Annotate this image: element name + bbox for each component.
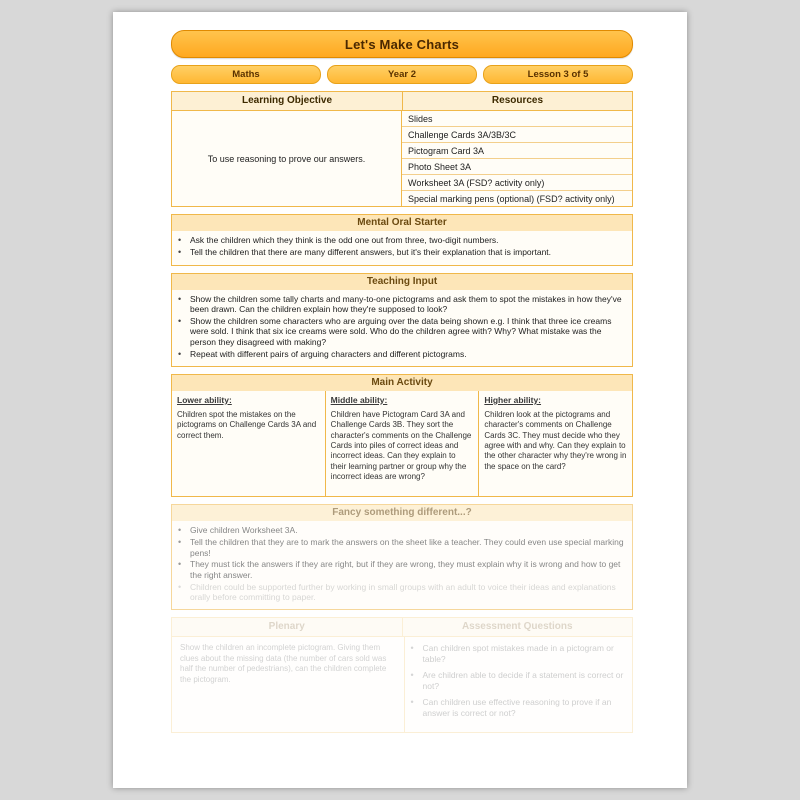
bullet-icon: •	[178, 559, 182, 570]
column-text: Children have Pictogram Card 3A and Challenge Cards 3B. They sort the character's comments on the Challenge Cards into piles of correct ideas and incorrect ideas. Can they explain to their learning partner or group why the incorrect ideas are wrong?	[330, 409, 472, 482]
list-item: • Show the children some tally charts and many-to-one pictograms and ask them to spot the mistakes in how they've been drawn. Can the children explain how they're supposed to look?	[178, 293, 622, 315]
list-item: • Ask the children which they think is the odd one out from three, two-digit numbers.	[178, 235, 499, 245]
column-label: Lower ability:	[177, 394, 232, 405]
list-item: Special marking pens (optional) (FSD? activity only)	[408, 193, 615, 204]
main-activity-heading: Main Activity	[171, 374, 633, 391]
list-item: • Can children spot mistakes made in a pictogram or table?	[410, 642, 614, 664]
assessment-questions-list	[405, 637, 633, 732]
bullet-icon: •	[178, 293, 182, 304]
bullet-icon: •	[178, 315, 182, 326]
objective-resources-body	[171, 111, 633, 207]
main-activity-column-lower	[172, 391, 326, 496]
bullet-icon: •	[178, 235, 182, 245]
plenary-text: Show the children an incomplete pictogram. Giving them clues about the missing data (the number of cars sold was half the number of pedestrians), can the children complete the pictogram.	[172, 637, 405, 732]
bullet-icon: •	[178, 348, 182, 359]
mental-oral-starter-heading: Mental Oral Starter	[171, 214, 633, 231]
plenary-assessment-headers	[171, 617, 633, 637]
bullet-icon: •	[178, 537, 182, 548]
main-activity-column-middle	[326, 391, 480, 496]
fancy-something-different-body	[171, 521, 633, 610]
resources-heading: Resources	[491, 95, 544, 106]
list-item: Challenge Cards 3A/3B/3C	[402, 127, 632, 143]
column-label: Higher ability:	[484, 394, 542, 405]
column-text: Children spot the mistakes on the pictograms on Challenge Cards 3A and correct them.	[177, 409, 317, 440]
assessment-questions-heading: Assessment Questions	[461, 620, 573, 632]
bullet-icon: •	[178, 581, 182, 592]
learning-objective-text: To use reasoning to prove our answers.	[172, 111, 402, 206]
main-activity-section	[171, 374, 633, 497]
bullet-icon: •	[410, 642, 414, 653]
lesson-plan-sheet	[171, 30, 633, 718]
fancy-something-different-section	[171, 504, 633, 610]
plenary-assessment-section	[171, 617, 633, 733]
list-item: Photo Sheet 3A	[402, 159, 632, 175]
subject-pill: Maths	[171, 65, 321, 84]
fancy-something-different-heading: Fancy something different...?	[171, 504, 633, 521]
teaching-input-heading: Teaching Input	[171, 273, 633, 290]
teaching-input-section	[171, 273, 633, 367]
objective-resources-headers	[171, 91, 633, 111]
list-item: • Repeat with different pairs of arguing characters and different pictograms.	[178, 348, 467, 359]
learning-objective-heading: Learning Objective	[172, 92, 403, 110]
objective-resources-section	[171, 91, 633, 207]
page-title: Let's Make Charts	[171, 30, 633, 58]
mental-oral-starter-body	[171, 231, 633, 266]
list-item: • Tell the children that there are many different answers, but it's their explanation that is important.	[178, 247, 552, 258]
list-item: • Tell the children that they are to mark the answers on the sheet like a teacher. They could even use special marking pens!	[178, 537, 624, 558]
main-activity-column-higher	[479, 391, 632, 496]
document-page	[113, 12, 687, 788]
main-activity-body	[171, 391, 633, 497]
column-text: Children look at the pictograms and character's comments on Challenge Cards 3C. They must decide who they agree with and why. Can they explain to the other character why they're wrong in the space on the card?	[484, 409, 627, 471]
list-item: • Give children Worksheet 3A.	[178, 524, 298, 535]
lesson-pill: Lesson 3 of 5	[483, 65, 633, 84]
meta-pill-row	[171, 65, 633, 84]
list-item: • They must tick the answers if they are right, but if they are wrong, they must explain why it is wrong and how to get the right answer.	[178, 559, 621, 580]
list-item: • Are children able to decide if a statement is correct or not?	[410, 670, 624, 691]
teaching-input-body	[171, 290, 633, 367]
list-item: Slides	[402, 111, 632, 127]
resources-list	[402, 111, 632, 206]
plenary-heading: Plenary	[172, 618, 403, 636]
plenary-assessment-body	[171, 637, 633, 733]
mental-oral-starter-section	[171, 214, 633, 266]
list-item: Worksheet 3A (FSD? activity only)	[402, 175, 632, 191]
column-label: Middle ability:	[330, 394, 388, 405]
year-pill: Year 2	[327, 65, 477, 84]
list-item: • Can children use effective reasoning to prove if an answer is correct or not?	[410, 697, 612, 718]
list-item: • Show the children some characters who are arguing over the data being shown e.g. I think that three ice creams were sold. I think that six ice creams were sold. Who do the children agree with? Why? What mistake was the person they disagreed with making?	[178, 315, 612, 347]
bullet-icon: •	[178, 247, 182, 258]
bullet-icon: •	[410, 670, 414, 681]
list-item: • Children could be supported further by working in small groups with an adult to voice their ideas and explanations orally before committing to paper.	[178, 581, 616, 603]
bullet-icon: •	[410, 697, 414, 708]
bullet-icon: •	[178, 524, 182, 535]
list-item: Pictogram Card 3A	[402, 143, 632, 159]
